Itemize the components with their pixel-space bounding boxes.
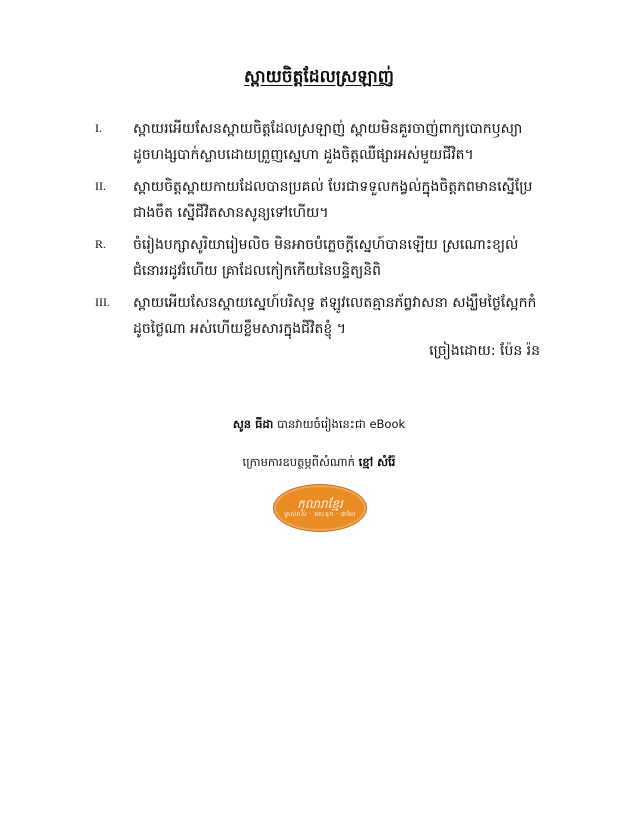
verse-line: ដូចថ្ងៃណា អស់ហើយខ្លឹមសារក្នុងជីវិតខ្ញុំ ។ (133, 321, 346, 337)
sponsor-name: ខ្មៅ សំរ៉ែ (358, 455, 396, 469)
singer-credit: ច្រៀងដោយ: ប៉ែន រ៉ន (429, 343, 540, 359)
verse-line: ស្ពាយរអើយសែនស្ពាយចិត្តដែលស្រឡាញ់ ស្ពាយមិនគួរចាញ់ពាក្យបោកឫស្យា (133, 121, 523, 137)
verse-line: ចំរៀងបក្សាសូរិយារៀមលិច មិនអាចបំភ្លេចក្តីស្នេហ៍បានឡើយ ស្រណោះខ្យល់ (133, 237, 519, 253)
verse-number: R. (95, 237, 107, 251)
page-title: ស្ពាយចិត្តដែលស្រឡាញ់ (244, 67, 394, 87)
verse-line: ជំនោររដូវរំហើយ គ្រាដែលកៀកកើយនៃបន្ទិត្យនិពិ (133, 263, 382, 279)
verse-3 (95, 290, 565, 342)
sponsor-prefix: ក្រោមការឧបត្ថម្ភពីសំណាក់ (242, 455, 355, 469)
typist-name: សូន ធីដា (232, 417, 274, 431)
logo-main-text: កុលារាខ្មែរ (297, 497, 343, 511)
verse-refrain (95, 232, 565, 284)
sponsor-credit (0, 455, 638, 472)
logo-sub-text: ម្ចាស់រាស់ · មោះឌុក · ផាមែរ (284, 511, 356, 518)
verse-line: ដូចហង្សបាក់ស្លាបដោយព្រួញស្នេហា ដួងចិត្តឈឺផ្សារអស់មួយជីវិត។ (133, 147, 474, 163)
verse-number: III. (95, 295, 110, 309)
ebook-credit-text: បានវាយចំរៀងនេះជា eBook (277, 417, 406, 431)
verse-2 (95, 174, 565, 226)
sponsor-logo (273, 484, 367, 532)
verse-line: ស្ពាយអើយសែនស្ពាយស្នេហ៍បរិសុទ្ធ ឥឡូវលេតគ្មានភ័ព្វវាសនា សង្ឃឹមថ្ងៃស្អែកកំ (133, 295, 537, 311)
ebook-credit (0, 417, 638, 434)
verse-number: I. (95, 121, 102, 135)
verses-list (95, 116, 565, 348)
verse-number: II. (95, 179, 106, 193)
verse-line: ជាងចឹត ស្នើជីវិតសានសូន្យទៅហើយ។ (133, 205, 329, 221)
verse-line: ស្ពាយចិត្តស្ពាយកាយដែលបានប្រគល់ បែរជាទទួលកង្វល់ក្នុងចិត្តភពមានស្នើប្រែ (133, 179, 533, 195)
verse-1 (95, 116, 565, 168)
